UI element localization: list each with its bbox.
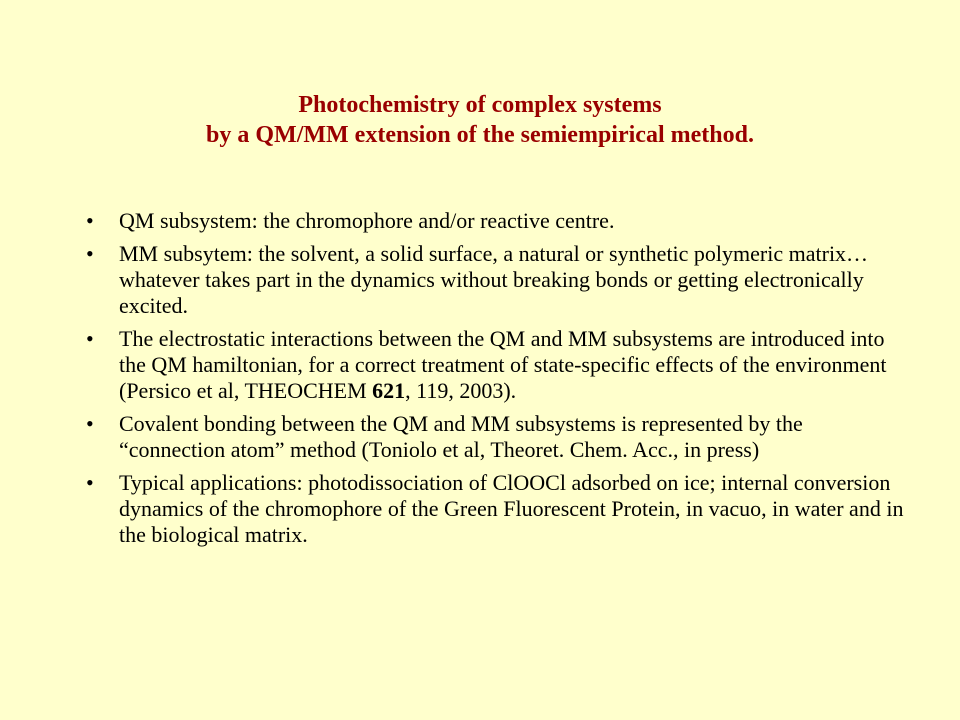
bullet-text-before: The electrostatic interactions between the QM and MM subsystems are introduced into the QM hamiltonian, for a correct treatment of state-specific effects of the environment (Persico et al, THEOCHEM bbox=[119, 326, 887, 403]
bullet-text: Typical applications: photodissociation of ClOOCl adsorbed on ice; internal conversion dynamics of the chromophore of the Green Fluorescent Protein, in vacuo, in water and in the biological matrix. bbox=[119, 470, 904, 547]
bullet-item-mm-subsystem bbox=[86, 241, 906, 319]
title-line-2: by a QM/MM extension of the semiempirical method. bbox=[206, 122, 754, 148]
bullet-dot-icon bbox=[86, 326, 106, 352]
bullet-text: Covalent bonding between the QM and MM subsystems is represented by the “connection atom” method (Toniolo et al, Theoret. Chem. Acc., in press) bbox=[119, 411, 803, 462]
bullet-list bbox=[86, 208, 906, 555]
bullet-item-electrostatic bbox=[86, 326, 906, 404]
bullet-bold-volume: 621 bbox=[372, 378, 406, 403]
bullet-item-applications bbox=[86, 470, 906, 548]
bullet-item-covalent-bonding bbox=[86, 411, 906, 463]
bullet-item-qm-subsystem bbox=[86, 208, 906, 234]
slide-title bbox=[60, 90, 900, 150]
bullet-dot-icon bbox=[86, 470, 106, 496]
bullet-dot-icon bbox=[86, 208, 106, 234]
bullet-text-after: , 119, 2003). bbox=[405, 378, 517, 403]
title-line-1: Photochemistry of complex systems bbox=[298, 92, 662, 118]
bullet-dot-icon bbox=[86, 411, 106, 437]
bullet-text: QM subsystem: the chromophore and/or reactive centre. bbox=[119, 208, 615, 233]
bullet-dot-icon bbox=[86, 241, 106, 267]
bullet-text: MM subsytem: the solvent, a solid surface, a natural or synthetic polymeric matrix…whatever takes part in the dynamics without breaking bonds or getting electronically excited. bbox=[119, 241, 869, 318]
